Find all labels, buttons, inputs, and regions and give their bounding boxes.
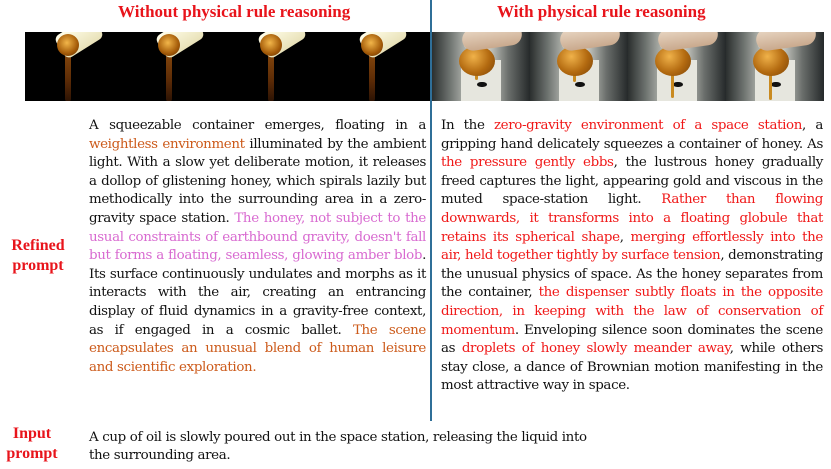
- refined-prompt-with-reasoning: [441, 117, 823, 396]
- prompt-segment: In the: [441, 118, 494, 133]
- prompt-segment: , a gripping hand delicately squeezes a container of honey. As: [441, 118, 823, 152]
- prompt-segment-highlight: zero-gravity environment of a space station: [493, 118, 803, 133]
- video-frame: [628, 32, 726, 101]
- video-frame: [530, 32, 628, 101]
- prompt-segment-highlight: The scene encapsulates an unusual blend of human leisure and scientific exploration.: [89, 322, 426, 375]
- video-frame: [126, 32, 227, 101]
- video-frames-without-reasoning: [25, 32, 430, 101]
- row-label-input-prompt: Input prompt: [6, 425, 58, 462]
- prompt-segment: , while others stay close, a dance of Brownian motion manifesting in the most attractive way in space.: [441, 341, 823, 394]
- prompt-segment: , demonstrating the unusual physics of space. As the honey separates from the container,: [441, 248, 824, 301]
- prompt-segment: , the lustrous honey gradually freed captures the light, appearing gold and viscous in the muted space-station light.: [441, 155, 823, 208]
- prompt-segment: illuminated by the ambient light. With a slow yet deliberate motion, it releases a dollop of glistening honey, which spirals lazily but methodically into the surrounding area in a zero-gravity space station.: [89, 136, 426, 226]
- prompt-segment: . Its surface continuously undulates and morphs as it interacts with the air, creating an entrancing display of fluid dynamics in a gravity-free context, as if engaged in a cosmic ballet.: [89, 248, 426, 338]
- prompt-segment: ,: [619, 229, 631, 245]
- refined-prompt-without-reasoning: [89, 117, 426, 377]
- row-label-refined-prompt: Refined prompt: [11, 237, 65, 274]
- video-frames-with-reasoning: [432, 32, 824, 101]
- video-frame: [228, 32, 329, 101]
- input-prompt-text: A cup of oil is slowly poured out in the space station, releasing the liquid into the surrounding area.: [89, 430, 587, 463]
- prompt-segment-highlight: the pressure gently ebbs: [441, 155, 614, 171]
- prompt-segment-highlight: The honey, not subject to the usual constraints of earthbound gravity, doesn't fall but forms a floating, seamless, glowing amber blob: [89, 210, 426, 264]
- video-frame: [432, 32, 530, 101]
- prompt-segment-highlight: merging effortlessly into the air, held together tightly by surface tension: [441, 229, 823, 264]
- column-title-without-reasoning: Without physical rule reasoning: [118, 2, 351, 21]
- prompt-segment: A squeezable container emerges, floating in a: [89, 118, 426, 133]
- prompt-segment: . Enveloping silence soon dominates the scene as: [441, 322, 823, 357]
- prompt-segment-highlight: the dispenser subtly floats in the opposite direction, in keeping with the law of conservation of momentum: [441, 285, 823, 338]
- prompt-segment-highlight: Rather than flowing downwards, it transforms into a floating globule that retains its spherical shape: [441, 192, 823, 245]
- video-frame: [25, 32, 126, 101]
- column-title-with-reasoning: With physical rule reasoning: [497, 2, 706, 21]
- prompt-segment-highlight: weightless environment: [89, 136, 245, 152]
- prompt-segment-highlight: droplets of honey slowly meander away: [461, 341, 730, 357]
- video-frame: [329, 32, 430, 101]
- video-frame: [726, 32, 824, 101]
